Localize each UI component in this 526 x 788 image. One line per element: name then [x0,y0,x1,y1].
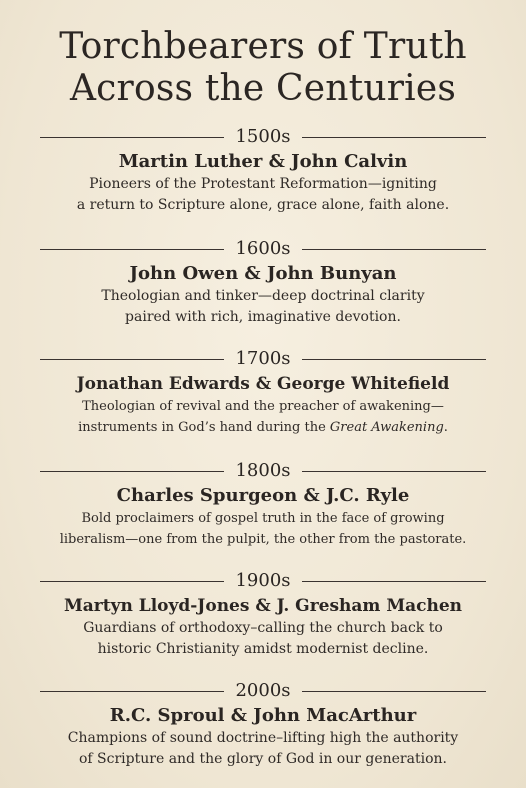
era-description-line-1: Pioneers of the Protestant Reformation—igniting [89,176,437,192]
era-year: 1500s [235,126,291,147]
era-year: 1800s [235,460,291,481]
era-section-1600s [0,238,526,328]
era-year: 1700s [235,348,291,369]
divider-line-left [40,691,224,692]
divider-line-right [302,249,486,250]
divider-line-right [302,359,486,360]
era-description-line-2 [0,417,526,438]
era-divider [0,570,526,592]
title-line-1: Torchbearers of Truth [59,26,467,67]
era-year: 2000s [235,680,291,701]
era-description-text: instruments in God’s hand during the [78,420,330,435]
era-divider [0,238,526,260]
era-description-period: . [443,420,448,435]
era-names: Charles Spurgeon & J.C. Ryle [116,485,410,506]
era-divider [0,126,526,148]
era-names: Martyn Lloyd-Jones & J. Gresham Machen [63,596,463,616]
era-section-2000s [0,680,526,770]
era-description-line-1: Guardians of orthodoxy–calling the church back to [83,620,443,636]
era-year: 1600s [235,238,291,259]
era-divider [0,348,526,370]
era-names: Martin Luther & John Calvin [118,151,408,172]
era-description-line-1: Theologian of revival and the preacher of awakening— [82,399,444,414]
era-description-line-2: of Scripture and the glory of God in our generation. [79,751,447,767]
era-names: Jonathan Edwards & George Whitefield [76,374,450,394]
divider-line-left [40,471,224,472]
era-description-line-2: a return to Scripture alone, grace alone, faith alone. [76,197,450,213]
era-divider [0,680,526,702]
divider-line-right [302,137,486,138]
era-section-1900s [0,570,526,660]
era-year: 1900s [235,570,291,591]
era-names: John Owen & John Bunyan [129,263,397,284]
era-description-line-2: liberalism—one from the pulpit, the other from the pastorate. [59,532,467,547]
divider-line-left [40,249,224,250]
era-section-1800s [0,460,526,550]
era-description-emphasis: Great Awakening [329,420,444,435]
era-names: R.C. Sproul & John MacArthur [109,705,417,726]
era-description-line-2: historic Christianity amidst modernist decline. [97,641,429,657]
title-line-2: Across the Centuries [69,68,457,109]
era-description-line-1: Bold proclaimers of gospel truth in the face of growing [81,511,445,526]
era-divider [0,460,526,482]
era-section-1500s [0,126,526,216]
page-title [0,26,526,110]
divider-line-right [302,691,486,692]
era-description-line-2: paired with rich, imaginative devotion. [125,309,401,325]
era-description-line-1: Champions of sound doctrine–lifting high the authority [67,730,459,746]
era-section-1700s [0,348,526,438]
divider-line-left [40,581,224,582]
divider-line-left [40,359,224,360]
era-description-line-1: Theologian and tinker—deep doctrinal clarity [101,288,425,304]
divider-line-left [40,137,224,138]
divider-line-right [302,471,486,472]
divider-line-right [302,581,486,582]
